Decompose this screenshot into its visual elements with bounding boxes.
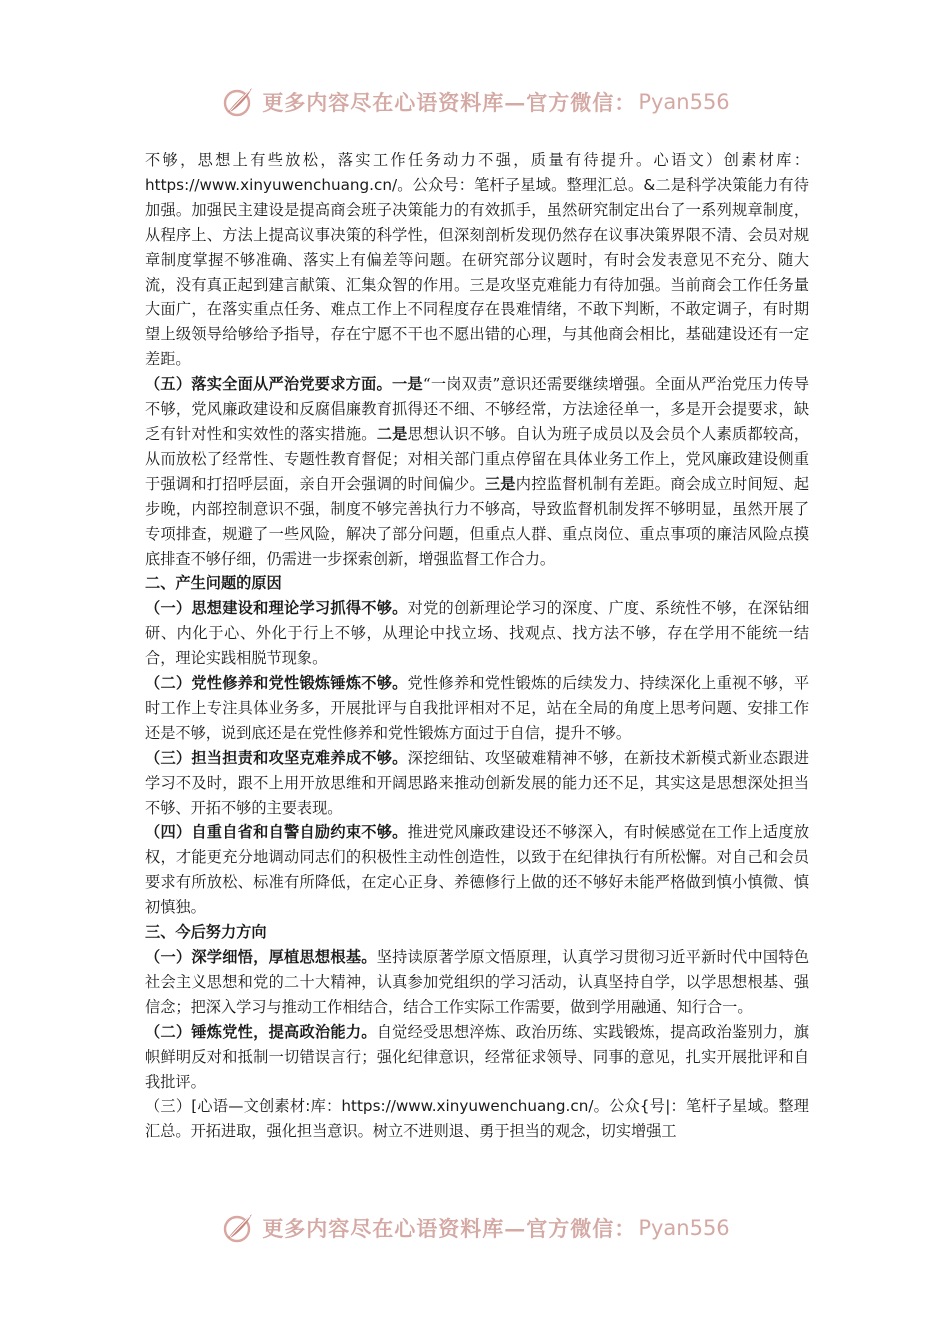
cause-two-text: 党性修养和党性锻炼的后续发力、持续深化上重视不够，平时工作上专注具体业务多，开展批评与自我批评相对不足，站在全局的角度上思考问题、安排工作还是不够，说到底还是在党性修养和党性锻炼方面过于自信，提升不够。 [145, 674, 810, 742]
direction-one-heading: （一）深学细悟，厚植思想根基。 [145, 948, 377, 966]
cause-three-heading: （三）担当担责和攻坚克难养成不够。 [145, 748, 408, 767]
document-body [145, 148, 809, 1144]
banner-wechat-id: Pyan556 [638, 90, 730, 114]
watermark-banner-bottom [0, 1208, 950, 1248]
heading-directions: 三、今后努力方向 [145, 923, 267, 942]
banner-text: 更多内容尽在心语资料库—官方微信： [262, 90, 637, 115]
section-five-heading: （五）落实全面从严治党要求方面。一是 [145, 375, 423, 394]
section-five-point-two: 思想认识不够。自认为班子成员以及会员个人素质都较高，从而放松了经常性、专题性教育督促；对相关部门重点停留在具体业务工作上，党风廉政建设侧重于强调和打招呼层面，亲自开会强调的时间偏少。 [145, 424, 810, 493]
paragraph-cause-one [145, 596, 809, 671]
quill-logo-icon [220, 84, 256, 120]
banner-text: 更多内容尽在心语资料库—官方微信： [262, 1216, 637, 1241]
paragraph-direction-three: （三）[心语—文创素材:库：https://www.xinyuwenchuang.cn/。公众{号|：笔杆子星域。整理汇总。开拓进取，强化担当意识。树立不进则退、勇于担当的观念，切实增强工 [145, 1097, 809, 1141]
section-five-point-one: “一岗双责”意识还需要继续增强。全面从严治党压力传导不够，党风廉政建设和反腐倡廉教育抓得还不细、不够经常，方法途径单一，多是开会提要求，缺乏有针对性和实效性的落实措施。 [145, 375, 810, 443]
quill-logo-icon [220, 1210, 256, 1246]
paragraph-intro: 不够，思想上有些放松，落实工作任务动力不强，质量有待提升。心语文）创素材库：https://www.xinyuwenchuang.cn/。公众号：笔杆子星域。整理汇总。&二是科学决策能力有待加强。加强民主建设是提高商会班子决策能力的有效抓手，虽然研究制定出台了一系列规章制度，从程序上、方法上提高议事决策的科学性，但深刻剖析发现仍然存在议事决策界限不清、会员对规章制度掌握不够准确、落实上有偏差等问题。在研究部分议题时，有时会发表意见不充分、随大流，没有真正起到建言献策、汇集众智的作用。三是攻坚克难能力有待加强。当前商会工作任务量大面广，在落实重点任务、难点工作上不同程度存在畏难情绪，不敢下判断，不敢定调子，有时期望上级领导给够给予指导，存在宁愿不干也不愿出错的心理，与其他商会相比，基础建设还有一定差距。 [145, 151, 809, 369]
paragraph-direction-one [145, 945, 809, 1020]
cause-four-text: 推进党风廉政建设还不够深入，有时候感觉在工作上适度放权，才能更充分地调动同志们的积极性主动性创造性，以致于在纪律执行有所松懈。对自己和会员要求有所放松、标准有所降低，在定心正身、养德修行上做的还不够好未能严格做到慎小慎微、慎初慎独。 [145, 823, 810, 917]
cause-one-text: 对党的创新理论学习的深度、广度、系统性不够，在深钻细研、内化于心、外化于行上不够，从理论中找立场、找观点、找方法不够，存在学用不能统一结合，理论实践相脱节现象。 [145, 599, 810, 668]
direction-two-heading: （二）锤炼党性，提高政治能力。 [145, 1022, 377, 1041]
paragraph-direction-two [145, 1020, 809, 1095]
cause-three-text: 深挖细钻、攻坚破难精神不够，在新技术新模式新业态跟进学习不及时，跟不上用开放思维和开阔思路来推动创新发展的能力还不足，其实这是思想深处担当不够、开拓不够的主要表现。 [145, 748, 810, 817]
watermark-banner-top [0, 82, 950, 122]
paragraph-section-five [145, 372, 809, 571]
paragraph-cause-four [145, 820, 809, 920]
cause-two-heading: （二）党性修养和党性锻炼锤炼不够。 [145, 674, 408, 693]
section-five-label-three: 三是 [484, 474, 516, 493]
cause-one-heading: （一）思想建设和理论学习抓得不够。 [145, 599, 408, 618]
section-five-point-three: 内控监督机制有差距。商会成立时间短、起步晚，内部控制意识不强，制度不够完善执行力不够高，导致监督机制发挥不够明显，虽然开展了专项排查，规避了一些风险，解决了部分问题，但重点人群、重点岗位、重点事项的廉洁风险点摸底排查不够仔细，仍需进一步探索创新，增强监督工作合力。 [145, 474, 810, 568]
section-five-label-two: 二是 [376, 424, 408, 443]
banner-wechat-id: Pyan556 [638, 1216, 730, 1240]
direction-two-text: 自觉经受思想淬炼、政治历练、实践锻炼，提高政治鉴别力，旗帜鲜明反对和抵制一切错误言行；强化纪律意识，经常征求领导、同事的意见，扎实开展批评和自我批评。 [145, 1022, 810, 1091]
cause-four-heading: （四）自重自省和自警自励约束不够。 [145, 823, 408, 842]
direction-one-text: 坚持读原著学原文悟原理，认真学习贯彻习近平新时代中国特色社会主义思想和党的二十大精神，认真参加党组织的学习活动，认真坚持自学，以学思想根基、强信念；把深入学习与推动工作相结合，结合工作实际工作需要，做到学用融通、知行合一。 [145, 948, 810, 1016]
paragraph-cause-two [145, 671, 809, 746]
paragraph-cause-three [145, 746, 809, 821]
heading-causes: 二、产生问题的原因 [145, 574, 282, 593]
